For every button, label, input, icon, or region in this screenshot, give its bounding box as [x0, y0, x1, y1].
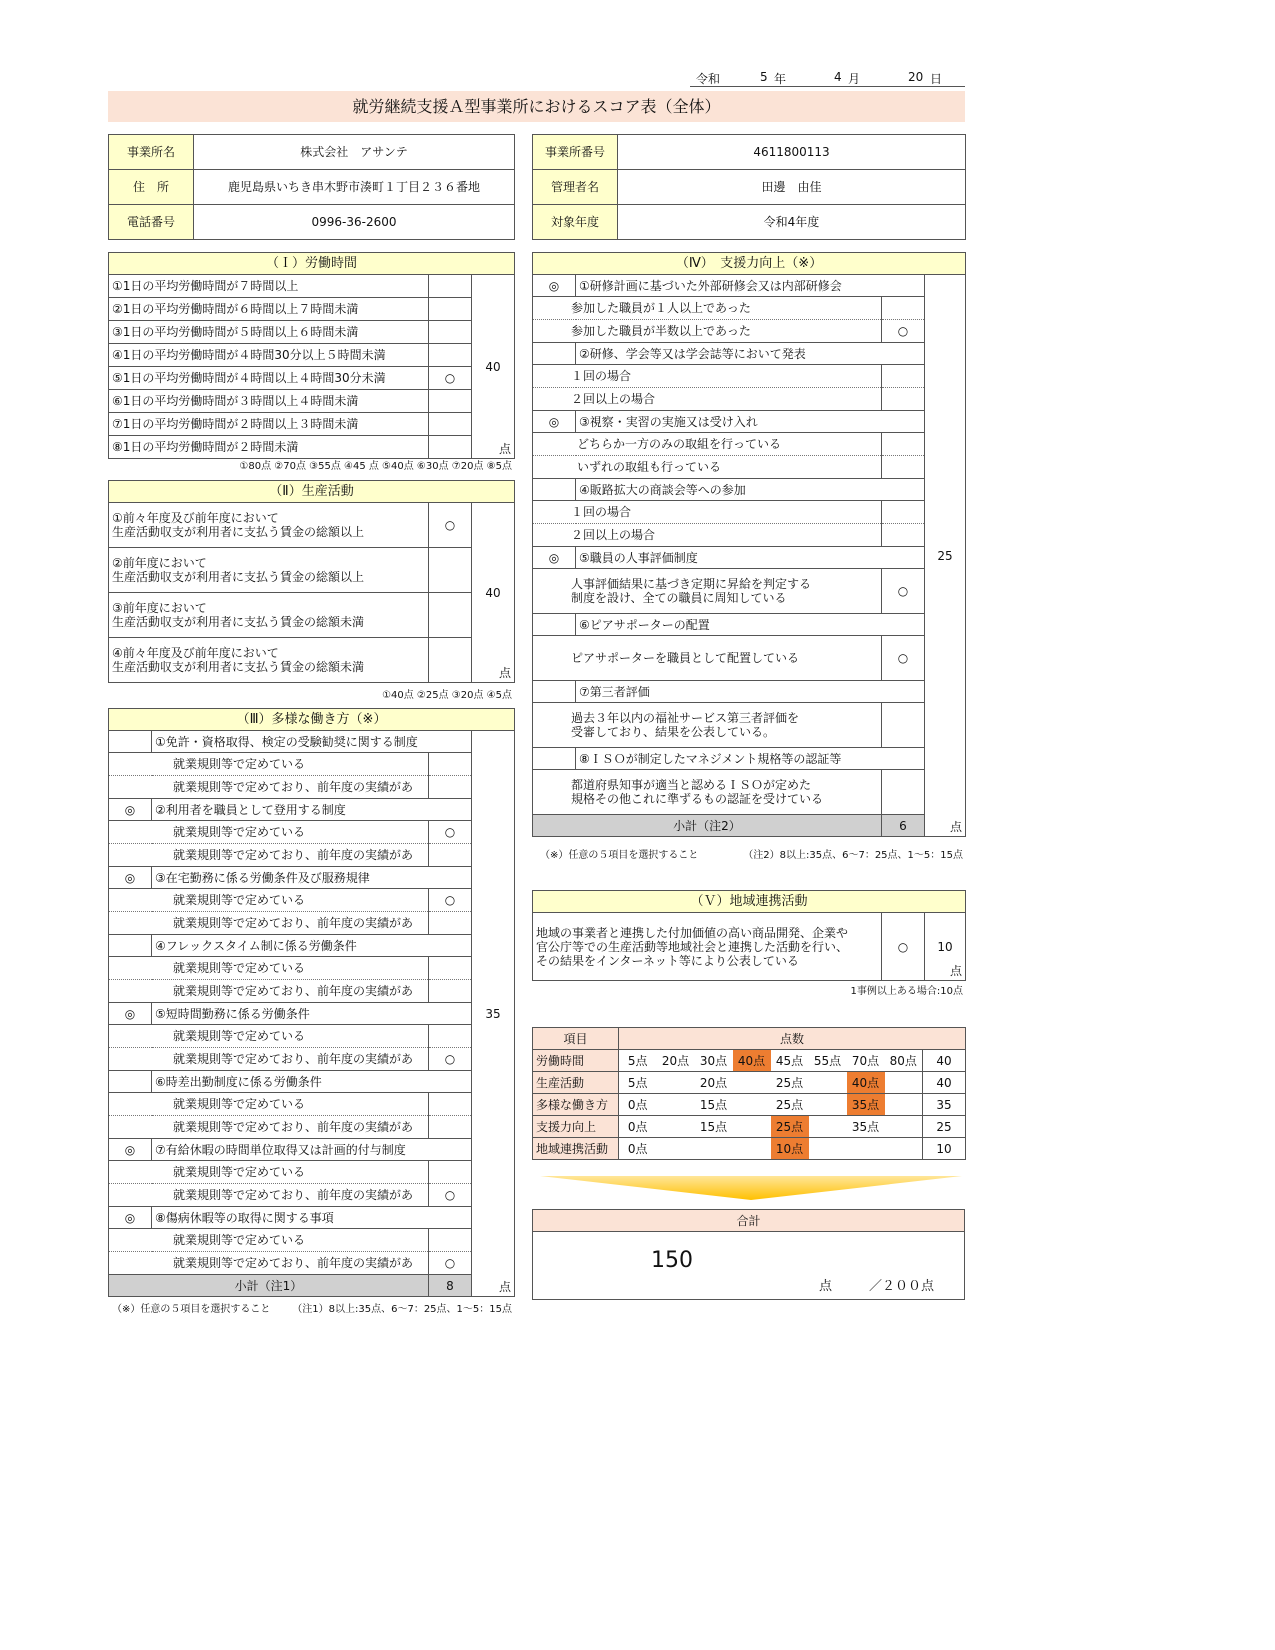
s4-g8-desc [533, 770, 882, 815]
s1-unit: 点 [498, 442, 511, 456]
total-unit: 点 [819, 1279, 833, 1294]
s3-item-title: ④フレックスタイム制に係る労働条件 [152, 935, 472, 957]
summary-cell [657, 1094, 695, 1116]
s3-mark-b [429, 1116, 472, 1139]
s4-g5-desc [533, 569, 882, 614]
s3-mark-a: ○ [429, 821, 472, 844]
total-max: ／２００点 [869, 1279, 935, 1294]
s4-g5-mark: ○ [882, 569, 925, 614]
s3-note-left: （※）任意の５項目を選択すること [112, 1304, 271, 1315]
s4-g7-line2: 受審しており、結果を公表している。 [571, 725, 776, 739]
s5-line1: 地域の事業者と連携した付加価値の高い商品開発、企業や [536, 925, 849, 940]
s4-subtotal-label: 小計（注2） [533, 815, 882, 837]
s4-select: ◎ [533, 411, 576, 433]
summary-row [533, 1138, 966, 1160]
summary-cell [809, 1072, 847, 1094]
s1-item: ①1日の平均労働時間が７時間以上 [109, 275, 429, 298]
s5-note: 1事例以上ある場合:10点 [850, 986, 963, 997]
summary-row-total: 40 [923, 1072, 966, 1094]
s4-select [533, 479, 576, 501]
summary-cell: 35点 [847, 1116, 885, 1138]
section-1-table [108, 252, 515, 459]
s1-mark [429, 275, 472, 298]
s3-item-title: ⑤短時間勤務に係る労働条件 [152, 1003, 472, 1025]
total-table [532, 1209, 965, 1300]
s4-item-title: ③視察・実習の実施又は受け入れ [576, 411, 925, 433]
s3-item-title: ③在宅勤務に係る労働条件及び服務規律 [152, 867, 472, 889]
s4-item-title: ⑤職員の人事評価制度 [576, 547, 925, 569]
s2-item [109, 638, 429, 683]
s2-item-line2: 生産活動収支が利用者に支払う賃金の総額以上 [112, 570, 365, 584]
target-year: 令和4年度 [618, 205, 966, 240]
s3-option-b: 就業規則等で定めており、前年度の実績があ [109, 1116, 429, 1139]
summary-row [533, 1094, 966, 1116]
summary-cell [657, 1072, 695, 1094]
summary-cell [885, 1072, 923, 1094]
summary-cell [847, 1138, 885, 1160]
s2-mark: ○ [429, 503, 472, 548]
s2-item-line2: 生産活動収支が利用者に支払う賃金の総額未満 [112, 615, 365, 629]
summary-cell: 0点 [619, 1138, 657, 1160]
date-year-unit: 年 [774, 72, 787, 86]
s1-item: ⑤1日の平均労働時間が４時間以上４時間30分未満 [109, 367, 429, 390]
s3-option-b: 就業規則等で定めており、前年度の実績があ [109, 844, 429, 867]
s5-unit: 点 [950, 964, 963, 978]
section-1-title: （Ｉ）労働時間 [109, 253, 515, 275]
s3-option-a: 就業規則等で定めている [109, 957, 429, 980]
s3-mark-b [429, 912, 472, 935]
summary-cell [695, 1138, 733, 1160]
date-era: 令和 [696, 72, 721, 86]
s2-item [109, 593, 429, 638]
s4-score-cell [925, 275, 966, 837]
summary-row-total: 10 [923, 1138, 966, 1160]
s2-item-line1: ③前年度において [112, 601, 207, 615]
s3-unit: 点 [499, 1280, 512, 1294]
summary-cell: 25点 [771, 1116, 809, 1138]
s1-mark [429, 321, 472, 344]
s1-mark [429, 390, 472, 413]
page-title: 就労継続支援Ａ型事業所におけるスコア表（全体） [108, 91, 965, 122]
office-no: 4611800113 [618, 135, 966, 170]
s4-option-b: ２回以上の場合 [533, 388, 882, 411]
s3-option-a: 就業規則等で定めている [109, 753, 429, 776]
s3-select: ◎ [109, 867, 152, 889]
s3-mark-a [429, 957, 472, 980]
phone: 0996-36-2600 [194, 205, 515, 240]
s1-item: ④1日の平均労働時間が４時間30分以上５時間未満 [109, 344, 429, 367]
s3-item-title: ①免許・資格取得、検定の受験勧奨に関する制度 [152, 731, 472, 753]
s4-item-title: ⑥ピアサポーターの配置 [576, 614, 925, 636]
date-year: 5 [760, 70, 768, 84]
s4-item-title: ②研修、学会等又は学会誌等において発表 [576, 343, 925, 365]
s2-mark [429, 638, 472, 683]
s3-mark-b [429, 844, 472, 867]
s3-select: ◎ [109, 1003, 152, 1025]
s3-subtotal-label: 小計（注1） [109, 1275, 429, 1297]
s3-select [109, 935, 152, 957]
s2-item-line2: 生産活動収支が利用者に支払う賃金の総額未満 [112, 660, 365, 674]
total-cell [533, 1232, 965, 1300]
s3-mark-b: ○ [429, 1184, 472, 1207]
s3-mark-a [429, 1025, 472, 1048]
s4-option-a: どちらか一方のみの取組を行っている [533, 433, 882, 456]
address-label: 住 所 [109, 170, 194, 205]
s3-option-a: 就業規則等で定めている [109, 1229, 429, 1252]
section-4-table [532, 252, 966, 837]
section-3-title: （Ⅲ）多様な働き方（※） [109, 709, 515, 731]
summary-cell: 25点 [771, 1072, 809, 1094]
s4-mark-a [882, 433, 925, 456]
s3-option-a: 就業規則等で定めている [109, 1025, 429, 1048]
s3-option-a: 就業規則等で定めている [109, 1161, 429, 1184]
section-2-title: （Ⅱ）生産活動 [109, 481, 515, 503]
s5-desc [533, 913, 882, 981]
summary-cell [657, 1116, 695, 1138]
date-day: 20 [908, 70, 924, 84]
s4-mark-a [882, 365, 925, 388]
section-5-table [532, 890, 966, 981]
summary-cell: 45点 [771, 1050, 809, 1072]
s4-item-title: ①研修計画に基づいた外部研修会又は内部研修会 [576, 275, 925, 297]
summary-cell: 5点 [619, 1050, 657, 1072]
s3-select: ◎ [109, 1139, 152, 1161]
s4-select: ◎ [533, 547, 576, 569]
s2-note: ①40点 ②25点 ③20点 ④5点 [382, 690, 512, 701]
office-name: 株式会社 アサンテ [194, 135, 515, 170]
s5-line2: 官公庁等での生産活動等地域社会と連携した活動を行い、 [536, 939, 849, 954]
summary-row [533, 1072, 966, 1094]
s3-option-a: 就業規則等で定めている [109, 1093, 429, 1116]
s3-option-b: 就業規則等で定めており、前年度の実績があ [109, 776, 429, 799]
s2-score-cell [472, 503, 515, 683]
s4-item-title: ⑧ＩＳＯが制定したマネジメント規格等の認証等 [576, 748, 925, 770]
summary-row-label: 支援力向上 [533, 1116, 619, 1138]
summary-cell [657, 1138, 695, 1160]
s4-option-b: いずれの取組も行っている [533, 456, 882, 479]
s3-mark-a [429, 1161, 472, 1184]
s1-item: ⑦1日の平均労働時間が２時間以上３時間未満 [109, 413, 429, 436]
s3-option-a: 就業規則等で定めている [109, 889, 429, 912]
summary-cell [809, 1094, 847, 1116]
s2-score: 40 [485, 585, 501, 600]
office-no-label: 事業所番号 [533, 135, 618, 170]
s3-note-right: （注1）8以上:35点、6～7：25点、1～5：15点 [292, 1304, 512, 1315]
summary-body [533, 1050, 966, 1160]
s4-select [533, 343, 576, 365]
summary-row [533, 1050, 966, 1072]
section-2-table [108, 480, 515, 683]
summary-cell: 55点 [809, 1050, 847, 1072]
total-value: 150 [651, 1248, 693, 1273]
summary-row-label: 地域連携活動 [533, 1138, 619, 1160]
s4-g8-mark [882, 770, 925, 815]
s3-select: ◎ [109, 1207, 152, 1229]
s4-select [533, 681, 576, 703]
s3-item-title: ②利用者を職員として登用する制度 [152, 799, 472, 821]
s3-option-b: 就業規則等で定めており、前年度の実績があ [109, 1252, 429, 1275]
s3-select [109, 1071, 152, 1093]
s3-select [109, 731, 152, 753]
s4-g5-line1: 人事評価結果に基づき定期に昇給を判定する [571, 577, 812, 591]
summary-cell [809, 1138, 847, 1160]
summary-cell: 25点 [771, 1094, 809, 1116]
s3-item-title: ⑧傷病休暇等の取得に関する事項 [152, 1207, 472, 1229]
summary-cell: 20点 [657, 1050, 695, 1072]
s4-unit: 点 [950, 820, 963, 834]
summary-cell [733, 1138, 771, 1160]
s4-mark-b [882, 524, 925, 547]
s4-mark-b [882, 388, 925, 411]
s5-score-cell [925, 913, 966, 981]
summary-cell [885, 1138, 923, 1160]
summary-row-label: 多様な働き方 [533, 1094, 619, 1116]
s3-mark-a [429, 753, 472, 776]
s4-select [533, 614, 576, 636]
summary-cell [733, 1116, 771, 1138]
summary-cell: 10点 [771, 1138, 809, 1160]
summary-cell: 40点 [733, 1050, 771, 1072]
summary-cell: 80点 [885, 1050, 923, 1072]
date-day-unit: 日 [930, 72, 943, 86]
summary-cell [809, 1116, 847, 1138]
s3-mark-b: ○ [429, 1048, 472, 1071]
down-arrow-icon [540, 1174, 962, 1202]
section-5-title: （Ｖ）地域連携活動 [533, 891, 966, 913]
s3-mark-a: ○ [429, 889, 472, 912]
summary-row-label: 労働時間 [533, 1050, 619, 1072]
s4-subtotal: 6 [882, 815, 925, 837]
summary-cell [885, 1116, 923, 1138]
s5-line3: その結果をインターネット等により公表している [536, 953, 799, 968]
s1-item: ②1日の平均労働時間が６時間以上７時間未満 [109, 298, 429, 321]
s3-mark-a [429, 1229, 472, 1252]
s4-option-a: 参加した職員が１人以上であった [533, 297, 882, 320]
summary-cell: 30点 [695, 1050, 733, 1072]
summary-cell: 0点 [619, 1116, 657, 1138]
s4-option-a: １回の場合 [533, 365, 882, 388]
s3-mark-b [429, 776, 472, 799]
summary-cell: 35点 [847, 1094, 885, 1116]
office-name-label: 事業所名 [109, 135, 194, 170]
s1-item: ⑧1日の平均労働時間が２時間未満 [109, 436, 429, 459]
date-month: 4 [834, 70, 842, 84]
s1-score: 40 [485, 359, 501, 374]
s3-score-cell [472, 731, 515, 1297]
s4-g7-desc [533, 703, 882, 748]
s3-subtotal: 8 [429, 1275, 472, 1297]
s1-mark [429, 436, 472, 459]
s4-select [533, 748, 576, 770]
s3-option-b: 就業規則等で定めており、前年度の実績があ [109, 980, 429, 1003]
s2-item-line2: 生産活動収支が利用者に支払う賃金の総額以上 [112, 525, 365, 539]
summary-cell: 40点 [847, 1072, 885, 1094]
summary-row [533, 1116, 966, 1138]
summary-head-points: 点数 [619, 1028, 966, 1050]
address: 鹿児島県いちき串木野市湊町１丁目２３６番地 [194, 170, 515, 205]
s4-mark-b: ○ [882, 320, 925, 343]
s4-option-a: １回の場合 [533, 501, 882, 524]
s2-unit: 点 [498, 666, 511, 680]
s3-option-b: 就業規則等で定めており、前年度の実績があ [109, 1184, 429, 1207]
s1-item: ③1日の平均労働時間が５時間以上６時間未満 [109, 321, 429, 344]
phone-label: 電話番号 [109, 205, 194, 240]
s5-mark: ○ [882, 913, 925, 981]
s1-mark [429, 344, 472, 367]
s2-item-line1: ②前年度において [112, 556, 207, 570]
summary-head-item: 項目 [533, 1028, 619, 1050]
summary-cell [733, 1094, 771, 1116]
s2-mark [429, 593, 472, 638]
s4-item-title: ⑦第三者評価 [576, 681, 925, 703]
summary-row-label: 生産活動 [533, 1072, 619, 1094]
s4-mark-a [882, 501, 925, 524]
s1-item: ⑥1日の平均労働時間が３時間以上４時間未満 [109, 390, 429, 413]
summary-row-total: 40 [923, 1050, 966, 1072]
date-month-unit: 月 [848, 72, 861, 86]
s1-mark [429, 298, 472, 321]
s3-option-b: 就業規則等で定めており、前年度の実績があ [109, 1048, 429, 1071]
section-4-title: （Ⅳ） 支援力向上（※） [533, 253, 966, 275]
s3-option-a: 就業規則等で定めている [109, 821, 429, 844]
s3-option-b: 就業規則等で定めており、前年度の実績があ [109, 912, 429, 935]
office-info-table [108, 134, 515, 240]
s4-g5-line2: 制度を設け、全ての職員に周知している [571, 591, 787, 605]
year-label: 対象年度 [533, 205, 618, 240]
s3-mark-a [429, 1093, 472, 1116]
s4-option-b: ２回以上の場合 [533, 524, 882, 547]
summary-cell: 20点 [695, 1072, 733, 1094]
s1-mark [429, 413, 472, 436]
summary-row-total: 25 [923, 1116, 966, 1138]
s2-mark [429, 548, 472, 593]
s3-mark-b: ○ [429, 1252, 472, 1275]
date-line [690, 70, 965, 87]
s4-option-b: 参加した職員が半数以上であった [533, 320, 882, 343]
s4-g6-mark: ○ [882, 636, 925, 681]
s4-score: 25 [937, 548, 953, 563]
s2-item-line1: ①前々年度及び前年度において [112, 511, 279, 525]
s4-g7-mark [882, 703, 925, 748]
s4-note-right: （注2）8以上:35点、6～7：25点、1～5：15点 [743, 850, 963, 861]
summary-table [532, 1027, 966, 1160]
s2-item [109, 548, 429, 593]
s5-score: 10 [937, 939, 953, 954]
s4-mark-b [882, 456, 925, 479]
s4-mark-a [882, 297, 925, 320]
s2-item-line1: ④前々年度及び前年度において [112, 646, 279, 660]
s4-note-left: （※）任意の５項目を選択すること [540, 850, 699, 861]
total-label: 合計 [533, 1210, 965, 1232]
summary-cell: 15点 [695, 1116, 733, 1138]
summary-cell [733, 1072, 771, 1094]
section-3-table [108, 708, 515, 1297]
s2-item [109, 503, 429, 548]
s3-mark-b [429, 980, 472, 1003]
summary-row-total: 35 [923, 1094, 966, 1116]
s4-g8-line2: 規格その他これに準ずるもの認証を受けている [571, 792, 824, 806]
s4-item-title: ④販路拡大の商談会等への参加 [576, 479, 925, 501]
summary-cell: 15点 [695, 1094, 733, 1116]
s1-mark: ○ [429, 367, 472, 390]
s4-g6-desc: ピアサポーターを職員として配置している [533, 636, 882, 681]
summary-cell [885, 1094, 923, 1116]
s3-item-title: ⑥時差出勤制度に係る労働条件 [152, 1071, 472, 1093]
manager-label: 管理者名 [533, 170, 618, 205]
s3-score: 35 [485, 1006, 501, 1021]
s4-select: ◎ [533, 275, 576, 297]
summary-cell: 5点 [619, 1072, 657, 1094]
office-info-table-right [532, 134, 966, 240]
manager: 田邊 由佳 [618, 170, 966, 205]
s4-g8-line1: 都道府県知事が適当と認めるＩＳＯが定めた [571, 778, 812, 792]
s4-g7-line1: 過去３年以内の福祉サービス第三者評価を [571, 711, 800, 725]
summary-cell: 70点 [847, 1050, 885, 1072]
summary-cell: 0点 [619, 1094, 657, 1116]
s3-select: ◎ [109, 799, 152, 821]
s1-note: ①80点 ②70点 ③55点 ④45 点 ⑤40点 ⑥30点 ⑦20点 ⑧5点 [239, 461, 512, 472]
s1-score-cell [472, 275, 515, 459]
s3-item-title: ⑦有給休暇の時間単位取得又は計画的付与制度 [152, 1139, 472, 1161]
